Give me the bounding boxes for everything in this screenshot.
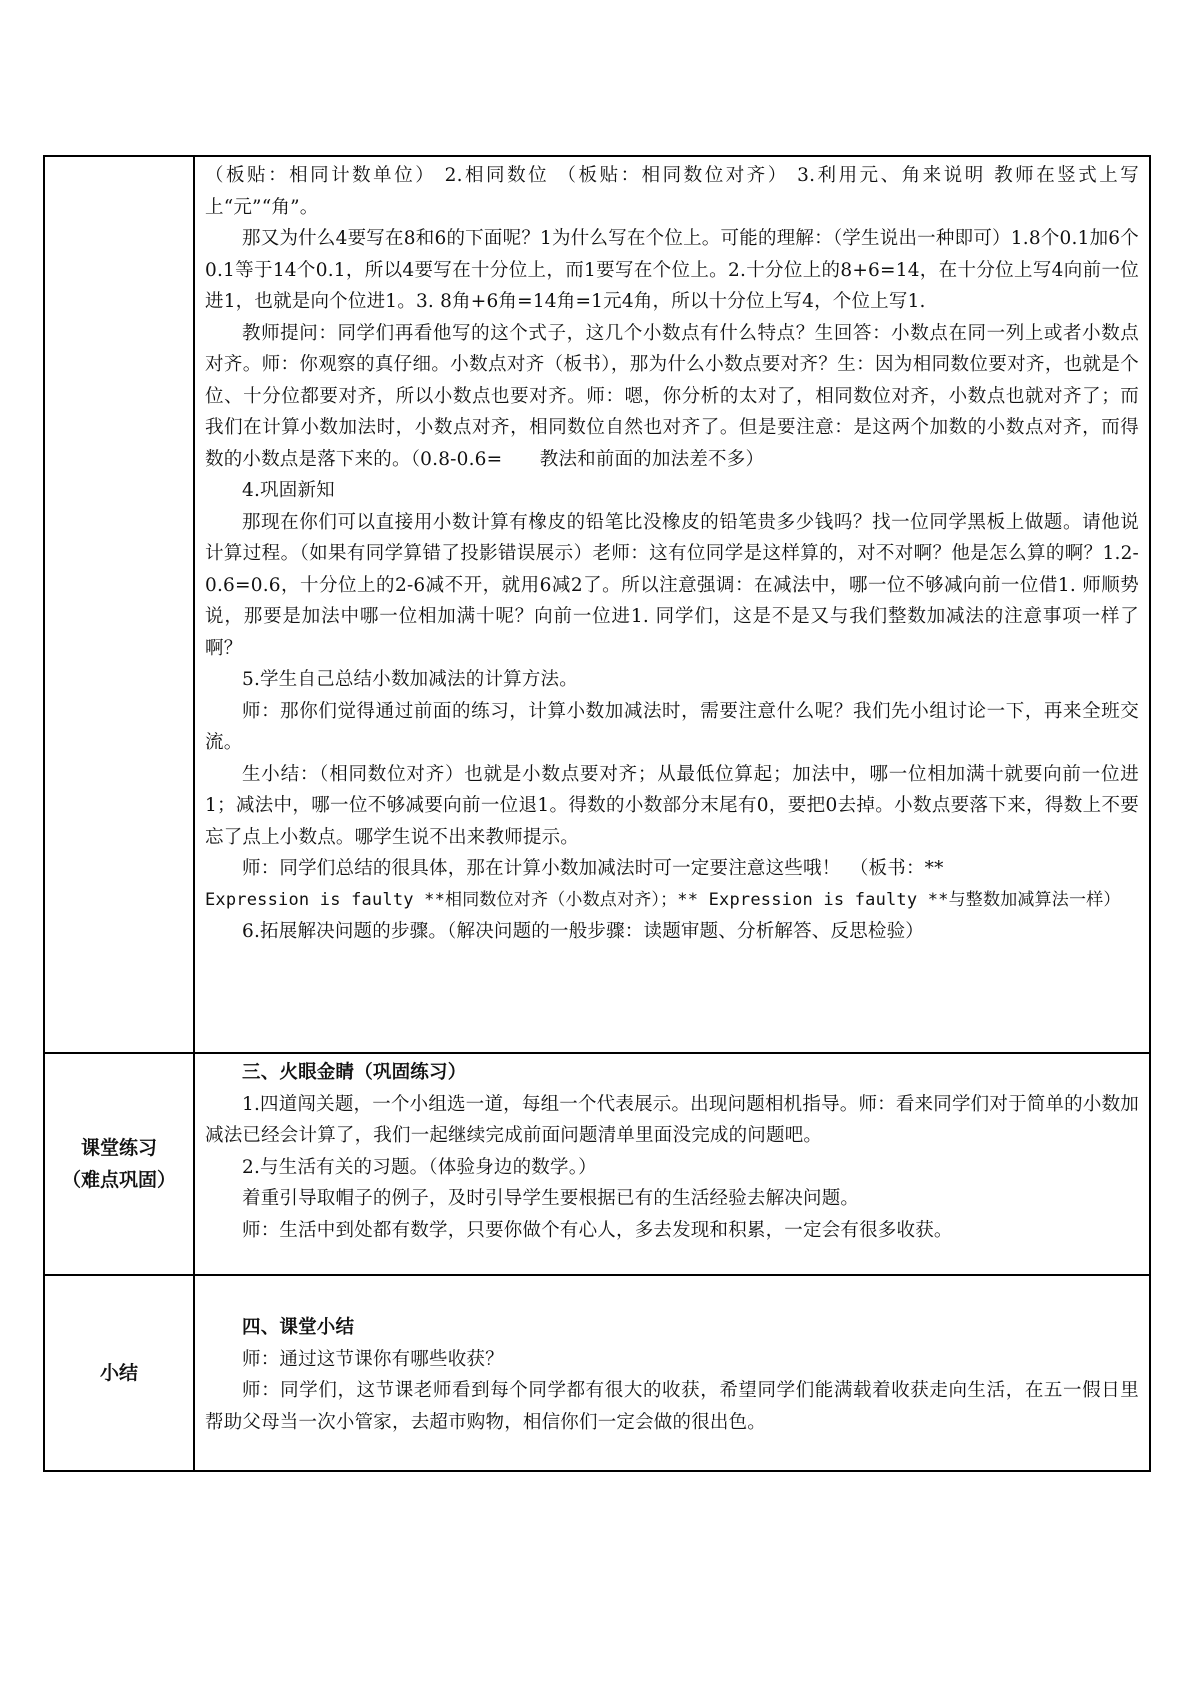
row-content-cell bbox=[194, 156, 1150, 1053]
section-heading: 三、火眼金睛（巩固练习） bbox=[242, 1062, 467, 1083]
paragraph: 着重引导取帽子的例子，及时引导学生要根据已有的生活经验去解决问题。 bbox=[242, 1188, 860, 1209]
paragraph: 教师提问：同学们再看他写的这个式子，这几个小数点有什么特点？生回答：小数点在同一列上或者小数点对齐。师：你观察的真仔细。小数点对齐（板书），那为什么小数点要对齐？生：因为相同数位要对齐，也就是个位、十分位都要对齐，所以小数点也要对齐。师：嗯，你分析的太对了，相同数位对齐，小数点也就对齐了；而我们在计算小数加法时，小数点对齐，相同数位自然也对齐了。但是要注意：是这两个加数的小数点对齐，而得数的小数点是落下来的。（0.8-0.6= 教法和前面的加法差不多） bbox=[205, 322, 1139, 470]
row-label-summary: 小结 bbox=[44, 1275, 194, 1471]
paragraph: 师：通过这节课你有哪些收获？ bbox=[242, 1348, 504, 1370]
practice-content bbox=[195, 1054, 1149, 1254]
row-summary bbox=[44, 1275, 1150, 1471]
paragraph: 师：那你们觉得通过前面的练习，计算小数加减法时，需要注意什么呢？我们先小组讨论一下，再来全班交流。 bbox=[205, 700, 1139, 753]
row-classroom-practice bbox=[44, 1053, 1150, 1275]
row-label-practice bbox=[44, 1053, 194, 1275]
paragraph: 5.学生自己总结小数加减法的计算方法。 bbox=[242, 669, 578, 690]
row-content-cell bbox=[194, 1053, 1150, 1275]
paragraph: 6.拓展解决问题的步骤。（解决问题的一般步骤：读题审题、分析解答、反思检验） bbox=[242, 921, 925, 942]
paragraph: 1.四道闯关题，一个小组选一道，每组一个代表展示。出现问题相机指导。师：看来同学们对于简单的小数加减法已经会计算了，我们一起继续完成前面问题清单里面没完成的问题吧。 bbox=[205, 1093, 1139, 1146]
paragraph: 师：生活中到处都有数学，只要你做个有心人，多去发现和积累，一定会有很多收获。 bbox=[242, 1219, 953, 1241]
section-heading: 四、课堂小结 bbox=[242, 1317, 355, 1338]
paragraph: （板贴：相同计数单位） 2.相同数位 （板贴：相同数位对齐） 3.利用元、角来说明 教师在竖式上写上“元”“角”。 bbox=[205, 165, 1139, 218]
label-line: 课堂练习 bbox=[80, 1137, 157, 1159]
paragraph: Expression is faulty **相同数位对齐（小数点对齐）；** Expression is faulty **与整数加减算法一样） bbox=[205, 889, 1121, 910]
label-line: （难点巩固） bbox=[61, 1169, 176, 1191]
lesson-plan-table bbox=[43, 155, 1151, 1472]
paragraph: 师：同学们，这节课老师看到每个同学都有很大的收获，希望同学们能满载着收获走向生活，在五一假日里帮助父母当一次小管家，去超市购物，相信你们一定会做的很出色。 bbox=[205, 1380, 1139, 1433]
paragraph: 2.与生活有关的习题。（体验身边的数学。） bbox=[242, 1156, 597, 1178]
paragraph: 那又为什么4要写在8和6的下面呢？1为什么写在个位上。可能的理解：（学生说出一种即可）1.8个0.1加6个0.1等于14个0.1，所以4要写在十分位上，而1要写在个位上。2.十分位上的8+6=14，在十分位上写4向前一位进1，也就是向个位进1。3. 8角+6角=14角=1元4角，所以十分位上写4，个位上写1. bbox=[205, 228, 1139, 312]
summary-content bbox=[195, 1276, 1149, 1446]
row-label-empty bbox=[44, 156, 194, 1053]
paragraph: 师：同学们总结的很具体，那在计算小数加减法时可一定要注意这些哦！ （板书：** bbox=[242, 858, 944, 879]
teaching-process-content bbox=[195, 157, 1149, 956]
paragraph: 那现在你们可以直接用小数计算有橡皮的铅笔比没橡皮的铅笔贵多少钱吗？找一位同学黑板上做题。请他说计算过程。（如果有同学算错了投影错误展示）老师：这有位同学是这样算的，对不对啊？他是怎么算的啊？1.2-0.6=0.6，十分位上的2-6减不开，就用6减2了。所以注意强调：在减法中，哪一位不够减向前一位借1. 师顺势说，那要是加法中哪一位相加满十呢？向前一位进1. 同学们，这是不是又与我们整数加减法的注意事项一样了啊？ bbox=[205, 511, 1139, 659]
paragraph: 4.巩固新知 bbox=[242, 480, 335, 501]
row-teaching-process bbox=[44, 156, 1150, 1053]
row-content-cell bbox=[194, 1275, 1150, 1471]
paragraph: 生小结：（相同数位对齐）也就是小数点要对齐；从最低位算起；加法中，哪一位相加满十就要向前一位进1；减法中，哪一位不够减要向前一位退1。得数的小数部分末尾有0，要把0去掉。小数点要落下来，得数上不要忘了点上小数点。哪学生说不出来教师提示。 bbox=[205, 763, 1139, 848]
